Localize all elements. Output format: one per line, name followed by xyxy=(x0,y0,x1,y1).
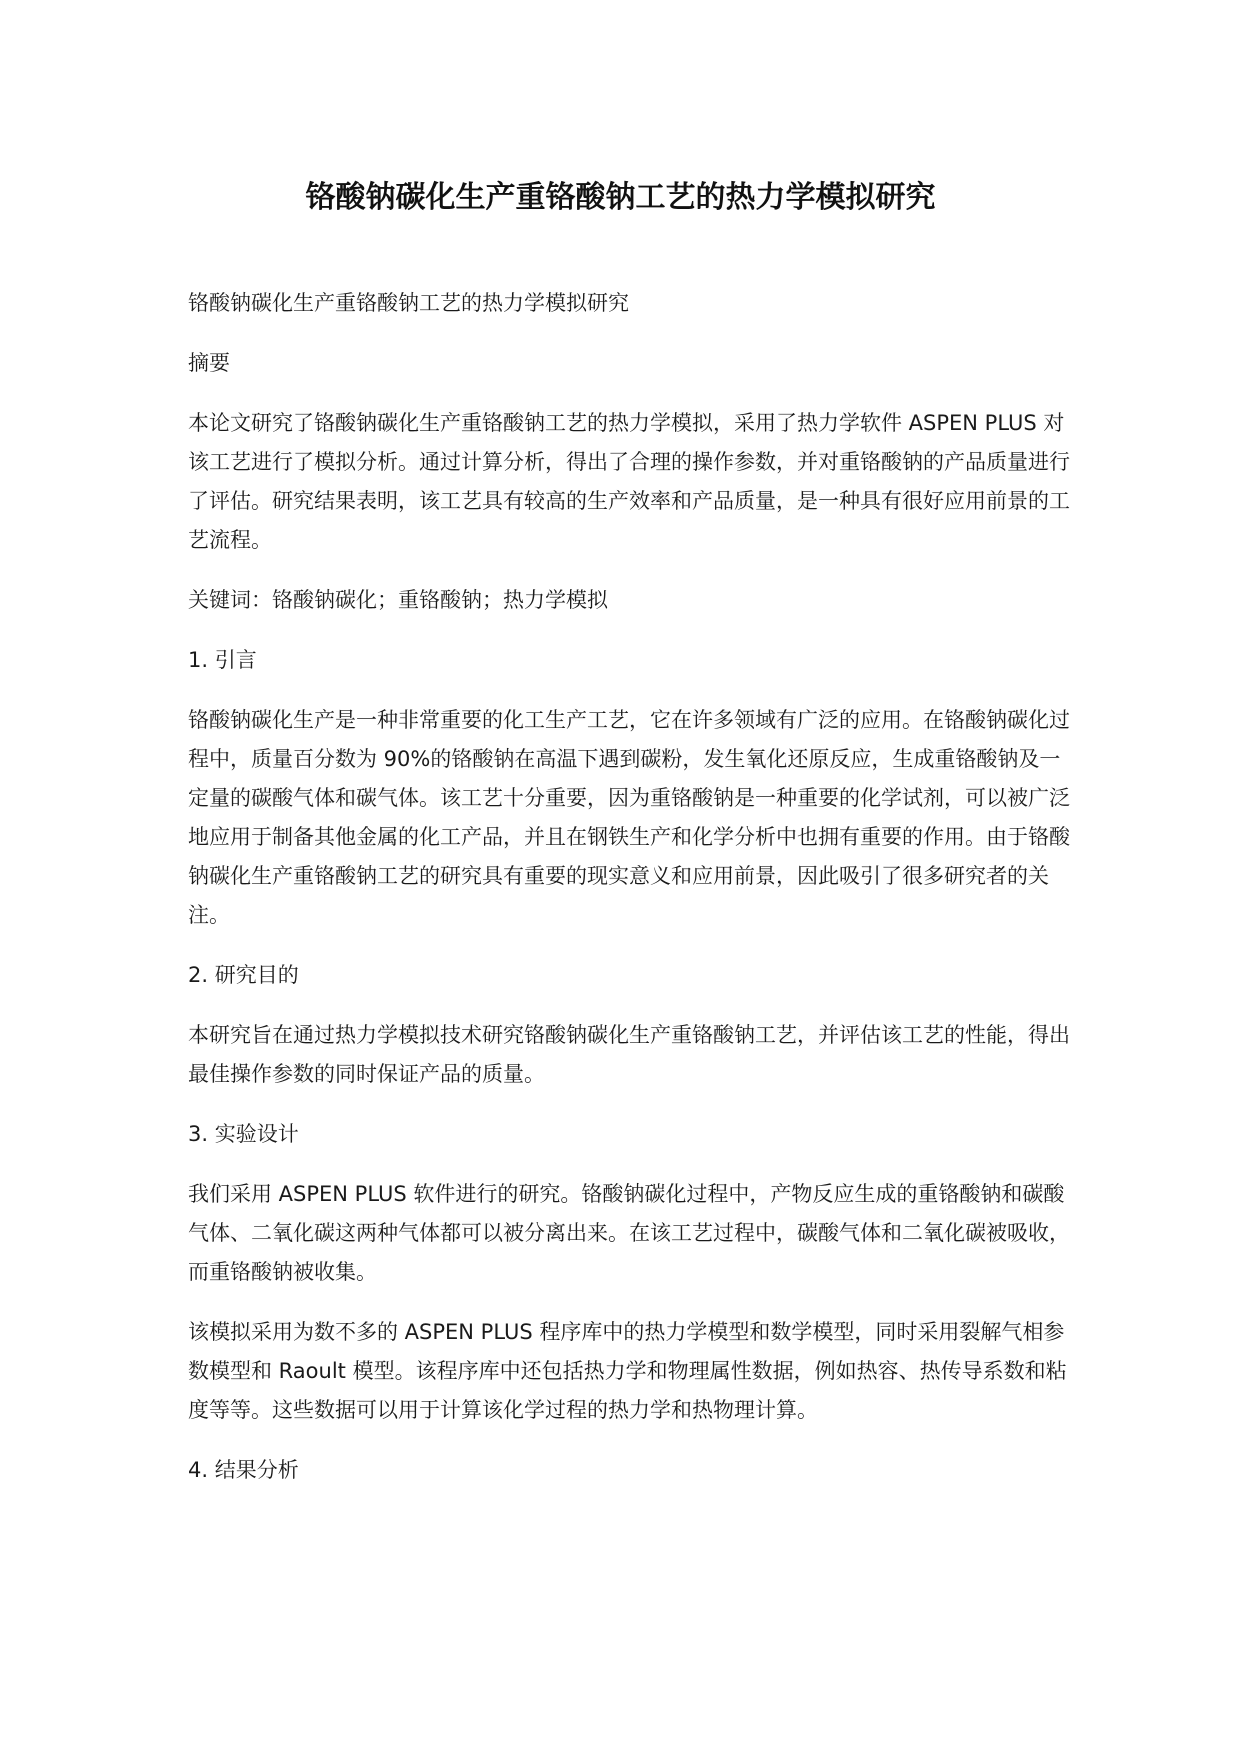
section-paragraph-experiment-design-2: 该模拟采用为数不多的 ASPEN PLUS 程序库中的热力学模型和数学模型，同时采用裂解气相参数模型和 Raoult 模型。该程序库中还包括热力学和物理属性数据，例如热容、热传导系数和粘度等等。这些数据可以用于计算该化学过程的热力学和热物理计算。 xyxy=(188,1320,1067,1422)
section-paragraph-purpose: 本研究旨在通过热力学模拟技术研究铬酸钠碳化生产重铬酸钠工艺，并评估该工艺的性能，得出最佳操作参数的同时保证产品的质量。 xyxy=(188,1023,1070,1086)
section-heading-experiment-design: 3. 实验设计 xyxy=(188,1122,299,1146)
section-paragraph-introduction: 铬酸钠碳化生产是一种非常重要的化工生产工艺，它在许多领域有广泛的应用。在铬酸钠碳化过程中，质量百分数为 90%的铬酸钠在高温下遇到碳粉，发生氧化还原反应，生成重铬酸钠及一定量的碳酸气体和碳气体。该工艺十分重要，因为重铬酸钠是一种重要的化学试剂，可以被广泛地应用于制备其他金属的化工产品，并且在钢铁生产和化学分析中也拥有重要的作用。由于铬酸钠碳化生产重铬酸钠工艺的研究具有重要的现实意义和应用前景，因此吸引了很多研究者的关注。 xyxy=(188,708,1070,927)
section-heading-purpose: 2. 研究目的 xyxy=(188,963,299,987)
section-heading-results: 4. 结果分析 xyxy=(188,1458,299,1482)
abstract-heading: 摘要 xyxy=(188,351,230,375)
section-heading-introduction: 1. 引言 xyxy=(188,648,257,672)
document-title: 铬酸钠碳化生产重铬酸钠工艺的热力学模拟研究 xyxy=(305,180,936,215)
keywords-line: 关键词：铬酸钠碳化；重铬酸钠；热力学模拟 xyxy=(188,588,608,612)
section-paragraph-experiment-design-1: 我们采用 ASPEN PLUS 软件进行的研究。铬酸钠碳化过程中，产物反应生成的重铬酸钠和碳酸气体、二氧化碳这两种气体都可以被分离出来。在该工艺过程中，碳酸气体和二氧化碳被吸收，而重铬酸钠被收集。 xyxy=(188,1182,1070,1284)
document-body xyxy=(188,284,1078,1511)
abstract-text: 本论文研究了铬酸钠碳化生产重铬酸钠工艺的热力学模拟，采用了热力学软件 ASPEN PLUS 对该工艺进行了模拟分析。通过计算分析，得出了合理的操作参数，并对重铬酸钠的产品质量进行了评估。研究结果表明，该工艺具有较高的生产效率和产品质量，是一种具有很好应用前景的工艺流程。 xyxy=(188,411,1070,552)
document-subtitle: 铬酸钠碳化生产重铬酸钠工艺的热力学模拟研究 xyxy=(188,291,629,315)
